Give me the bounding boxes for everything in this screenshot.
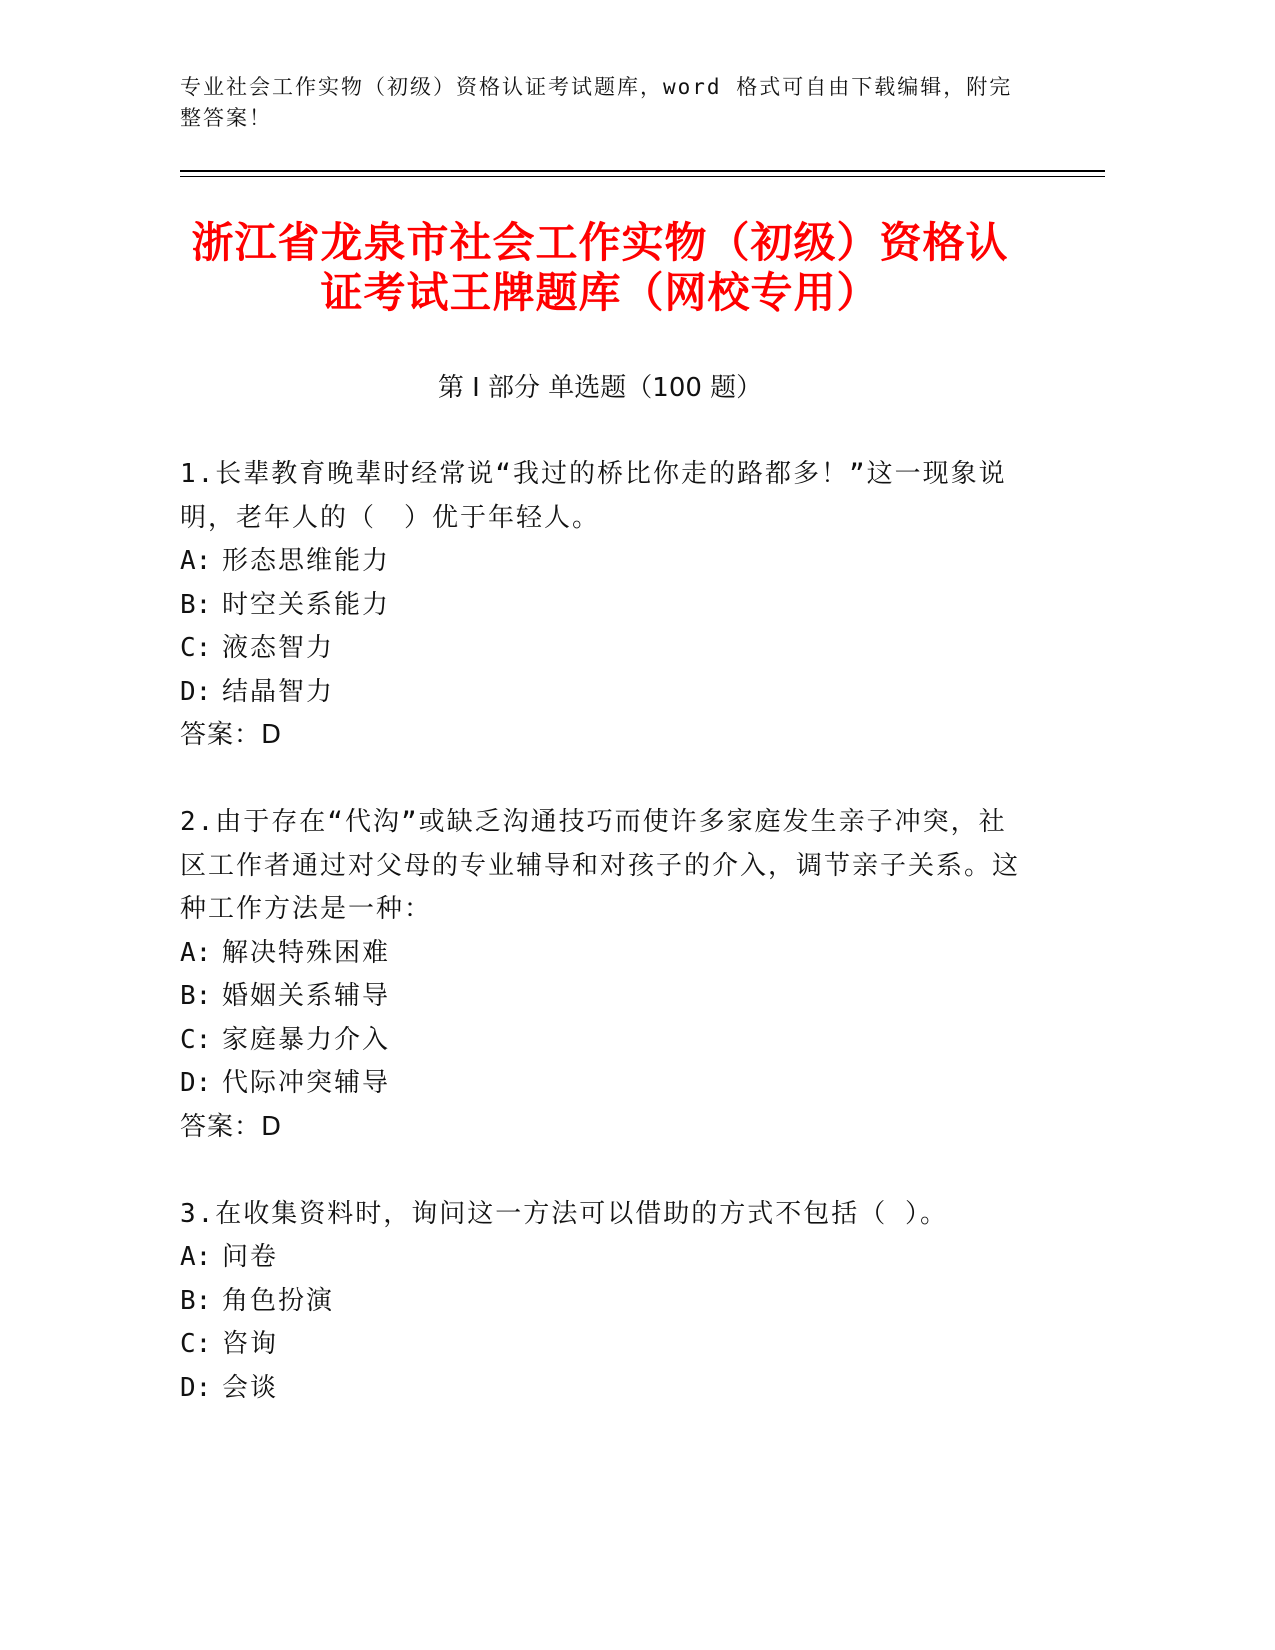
page-header-note [180, 72, 1080, 134]
question-text-line: 明，老年人的（ ）优于年轻人。 [180, 502, 601, 533]
option-b [180, 975, 1080, 1019]
answer-line [180, 1106, 1080, 1150]
option-text: 代际冲突辅导 [222, 1068, 391, 1098]
question-text-line: 2.由于存在“代沟”或缺乏沟通技巧而使许多家庭发生亲子冲突，社 [180, 807, 1007, 837]
option-label: D: [180, 1372, 212, 1403]
question-2 [180, 801, 1080, 1149]
option-label: A: [180, 1242, 212, 1272]
option-label: A: [180, 546, 212, 576]
header-rule-thin [180, 176, 1105, 177]
option-label: D: [180, 676, 212, 707]
question-text-line: 3.在收集资料时，询问这一方法可以借助的方式不包括（ ）。 [180, 1198, 948, 1229]
option-text: 时空关系能力 [222, 589, 391, 620]
option-text: 结晶智力 [222, 676, 335, 707]
option-text: 角色扮演 [222, 1285, 335, 1316]
option-label: D: [180, 1068, 212, 1098]
option-label: B: [180, 589, 212, 620]
question-1 [180, 453, 1080, 758]
answer-label: 答案： [180, 1111, 262, 1142]
option-text: 液态智力 [222, 633, 335, 663]
document-title-line: 浙江省龙泉市社会工作实物（初级）资格认 [191, 218, 1009, 267]
option-c [180, 627, 1080, 671]
option-text: 解决特殊困难 [222, 937, 391, 968]
option-text: 咨询 [222, 1329, 279, 1359]
question-text-line: 1.长辈教育晚辈时经常说“我过的桥比你走的路都多！”这一现象说 [180, 459, 1007, 489]
answer-value: D [261, 1111, 283, 1142]
answer-label: 答案： [180, 720, 262, 750]
option-a [180, 932, 1080, 976]
question-list [180, 453, 1080, 1454]
header-line: 专业社会工作实物（初级）资格认证考试题库，word 格式可自由下载编辑，附完 [180, 75, 1013, 99]
option-a [180, 1236, 1080, 1280]
option-d [180, 1062, 1080, 1106]
option-text: 问卷 [222, 1242, 279, 1272]
document-title-line: 证考试王牌题库（网校专用） [320, 268, 880, 317]
section-heading: 第 I 部分 单选题（100 题） [437, 373, 763, 403]
option-text: 形态思维能力 [222, 546, 391, 576]
header-line: 整答案！ [180, 106, 272, 130]
option-d [180, 1367, 1080, 1411]
option-text: 家庭暴力介入 [222, 1024, 391, 1055]
option-label: C: [180, 633, 212, 663]
answer-line [180, 714, 1080, 758]
option-a [180, 540, 1080, 584]
option-text: 会谈 [222, 1372, 279, 1403]
question-text-line: 种工作方法是一种： [180, 894, 433, 924]
answer-value: D [261, 720, 283, 750]
option-d [180, 671, 1080, 715]
document-title [180, 218, 1020, 318]
question-text-line: 区工作者通过对父母的专业辅导和对孩子的介入，调节亲子关系。这 [180, 850, 1021, 881]
option-text: 婚姻关系辅导 [222, 981, 391, 1011]
option-label: C: [180, 1329, 212, 1359]
option-label: A: [180, 937, 212, 968]
option-b [180, 584, 1080, 628]
option-c [180, 1019, 1080, 1063]
option-label: B: [180, 981, 212, 1011]
option-label: B: [180, 1285, 212, 1316]
question-3 [180, 1193, 1080, 1411]
option-b [180, 1280, 1080, 1324]
header-rule-thick [180, 170, 1105, 172]
option-label: C: [180, 1024, 212, 1055]
option-c [180, 1323, 1080, 1367]
